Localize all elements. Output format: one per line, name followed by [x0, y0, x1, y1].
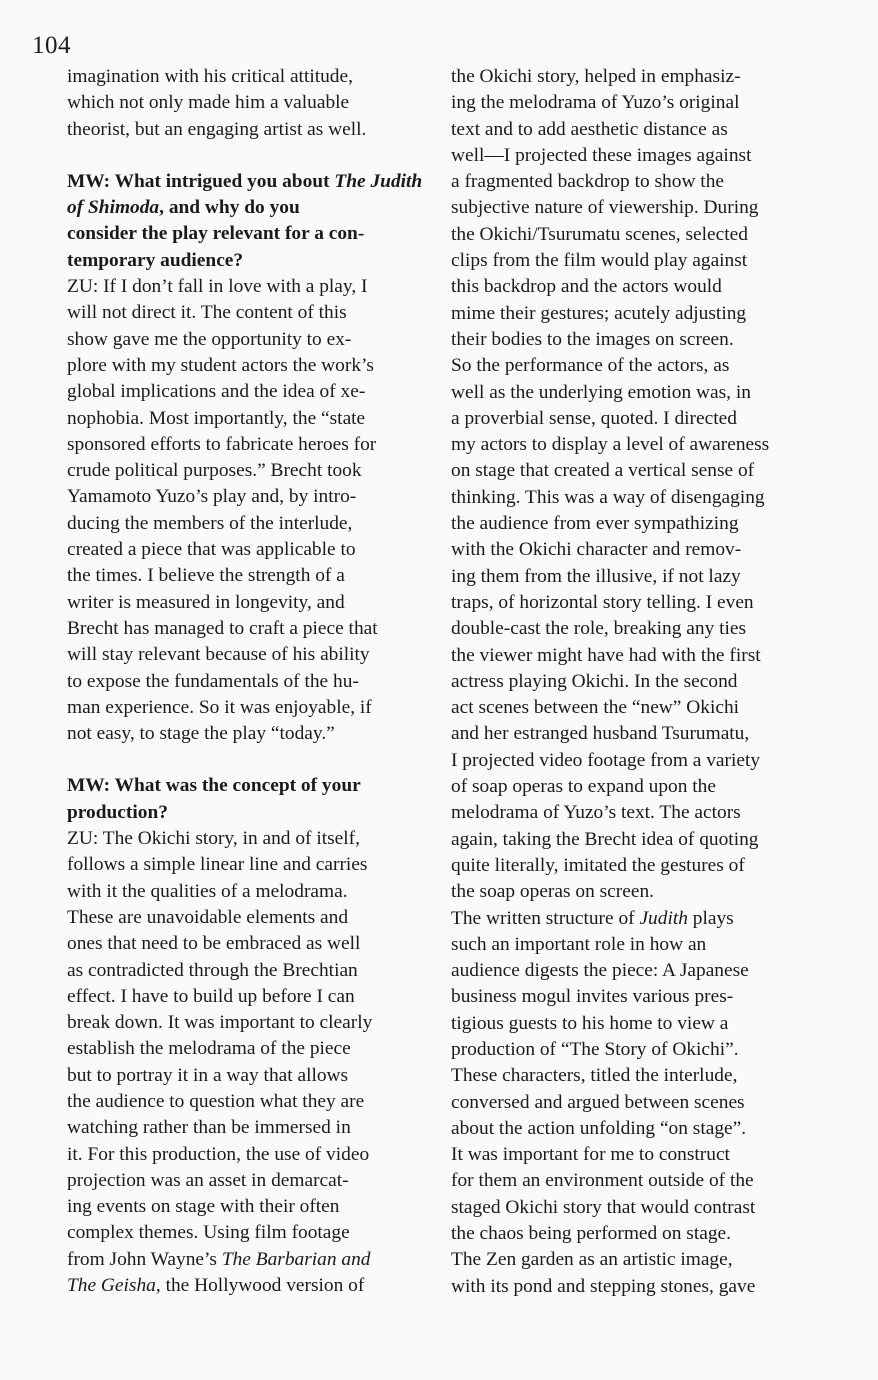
question-1	[67, 169, 437, 274]
answer-2-film-title: The Barbarian and The Geisha	[67, 1248, 371, 1297]
intro-paragraph: imagination with his critical attitude, which not only made him a valuable theorist, but an engaging artist as well.	[67, 66, 367, 140]
right-paragraph-2	[451, 906, 821, 1300]
answer-2	[67, 826, 437, 1299]
answer-1: ZU: If I don’t fall in love with a play, I will not direct it. The content of this show gave me the opportunity to ex- plore with my student actors the work’s global implications and the idea of xe- nophobia. Most importantly, the “state sponsored efforts to fabricate heroes for crude political purposes.” Brecht took Yamamoto Yuzo’s play and, by intro- ducing the members of the interlude, created a piece that was applicable to the times. I believe the strength of a writer is measured in longevity, and Brecht has managed to craft a piece that will stay relevant because of his ability to expose the fundamentals of the hu- man experience. So it was enjoyable, if not easy, to stage the play “today.”	[67, 276, 378, 745]
right-paragraph-1: the Okichi story, helped in emphasiz- ing the melodrama of Yuzo’s original text and to add aesthetic distance as well—I projected these images against a fragmented backdrop to show the subjective nature of viewership. During the Okichi/Tsurumatu scenes, selected clips from the film would play against this backdrop and the actors would mime their gestures; acutely adjusting their bodies to the images on screen. So the performance of the actors, as well as the underlying emotion was, in a proverbial sense, quoted. I directed my actors to display a level of awareness on stage that created a vertical sense of thinking. This was a way of disengaging the audience from ever sympathizing with the Okichi character and remov- ing them from the illusive, if not lazy traps, of horizontal story telling. I even double-cast the role, breaking any ties the viewer might have had with the first actress playing Okichi. In the second act scenes between the “new” Okichi and her estranged husband Tsurumatu, I projected video footage from a variety of soap operas to expand upon the melodrama of Yuzo’s text. The actors again, taking the Brecht idea of quoting quite literally, imitated the gestures of the soap operas on screen.	[451, 66, 770, 903]
paragraph-gap	[67, 143, 437, 169]
right-column	[451, 64, 821, 1300]
right-paragraph-2-prefix: The written structure of	[451, 907, 640, 929]
page-number: 104	[32, 32, 71, 59]
answer-2-text: ZU: The Okichi story, in and of itself, follows a simple linear line and carries with it the qualities of a melodrama. These are unavoidable elements and ones that need to be embraced as well as contradicted through the Brechtian effect. I have to build up before I can break down. It was important to clearly establish the melodrama of the piece but to portray it in a way that allows the audience to question what they are watching rather than be immersed in it. For this production, the use of video projection was an asset in demarcat- ing events on stage with their often complex themes. Using film footage from John Wayne’s	[67, 828, 373, 1270]
answer-2-end: , the Hollywood version of	[155, 1275, 365, 1297]
left-column	[67, 64, 437, 1299]
paragraph-gap	[67, 747, 437, 773]
right-paragraph-2-text: plays such an important role in how an audience digests the piece: A Japanese business mogul invites various pres- tigious guests to his home to view a production of “The Story of Okichi”. These characters, titled the interlude, conversed and argued between scenes about the action unfolding “on stage”. It was important for me to construct for them an environment outside of the staged Okichi story that would contrast the chaos being performed on stage. The Zen garden as an artistic image, with its pond and stepping stones, gave	[451, 907, 756, 1297]
question-2: MW: What was the concept of your production?	[67, 775, 361, 823]
question-1-play-title: The Judith of Shimoda	[67, 170, 423, 219]
right-paragraph-2-title: Judith	[639, 907, 688, 929]
question-1-suffix: , and why do you consider the play relevant for a con- temporary audience?	[67, 197, 365, 271]
question-1-prefix: MW: What intrigued you about	[67, 170, 335, 192]
